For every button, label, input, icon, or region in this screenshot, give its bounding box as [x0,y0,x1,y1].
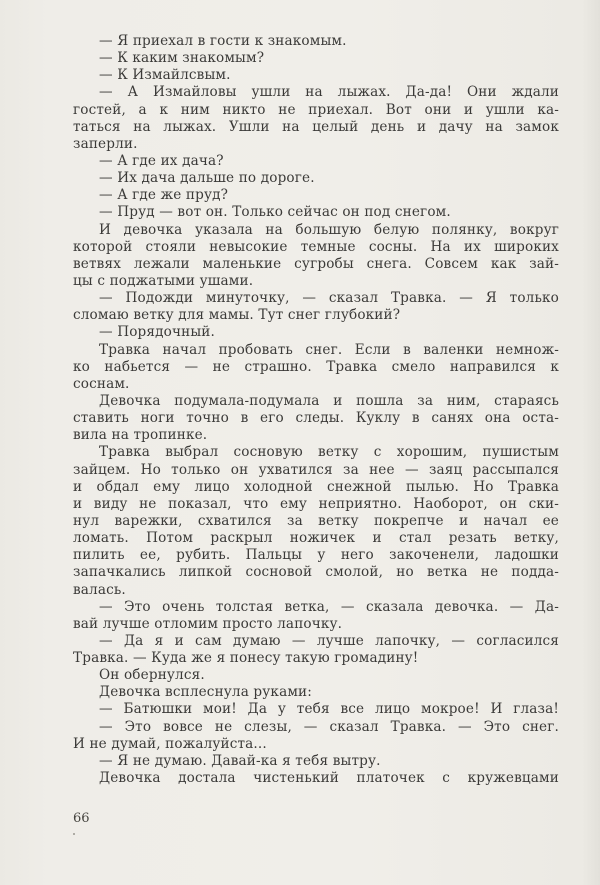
text-line: пилить ее, рубить. Пальцы у него закоченели, ладошки [73,547,559,564]
text-line: — К каким знакомым? [99,50,265,67]
text-line: нул варежки, схватился за ветку покрепче и начал ее [73,512,559,529]
text-line: — Я не думаю. Давай-ка я тебя вытру. [99,752,381,769]
text-line: ставить ноги точно в его следы. Куклу в санях она оста- [73,410,559,427]
text-line: заперли. [73,135,138,152]
text-line: И девочка указала на большую белую полянку, вокруг [99,221,559,238]
text-line: валась. [73,581,126,598]
text-line: Травка. — Куда же я понесу такую громадину! [73,650,419,667]
text-line: зайцем. Но только он ухватился за нее — заяц рассыпался [73,461,559,478]
text-line: Травка начал пробовать снег. Если в валенки немнож- [99,341,559,358]
text-line: — Подожди минуточку, — сказал Травка. — Я только [99,290,559,307]
text-line: — К Измайлсвым. [99,67,231,84]
text-line: — Это очень толстая ветка, — сказала девочка. — Да- [99,598,559,615]
text-line: — Их дача дальше по дороге. [99,170,315,187]
text-line: — Я приехал в гости к знакомым. [99,33,347,49]
text-line: ко набьется — не страшно. Травка смело направился к [73,358,559,375]
text-line: ветвях лежали маленькие сугробы снега. Совсем как зай- [73,255,559,272]
text-line: вила на тропинке. [73,427,208,444]
text-line: и виду не показал, что ему неприятно. Наоборот, он ски- [73,495,559,512]
text-line: Девочка всплеснула руками: [99,684,312,701]
text-line: Девочка достала чистенький платочек с кружевцами [99,770,559,787]
text-line: — Пруд — вот он. Только сейчас он под снегом. [99,204,451,221]
text-line: — Да я и сам думаю — лучше лапочку, — согласился [99,632,559,649]
text-line: соснам. [73,375,130,392]
text-line: цы с поджатыми ушами. [73,272,254,289]
text-line: — Это вовсе не слезы, — сказал Травка. — Это снег. [99,718,559,735]
text-line: — А где их дача? [99,152,224,169]
text-line: Девочка подумала-подумала и пошла за ним, стараясь [99,392,559,409]
page-body-text [73,33,559,787]
text-line: вай лучше отломим просто лапочку. [73,615,343,632]
text-line: сломаю ветку для мамы. Тут снег глубокий? [73,307,401,324]
text-line: которой стояли невысокие темные сосны. На их широких [73,238,559,255]
text-line: И не думай, пожалуйста... [73,735,267,752]
text-line: — А где же пруд? [99,187,229,204]
text-line: таться на лыжах. Ушли на целый день и дачу на замок [73,118,559,135]
text-line: — Батюшки мои! Да у тебя все лицо мокрое! И глаза! [99,701,559,718]
text-line: и обдал ему лицо холодной снежной пылью. Но Травка [73,478,559,495]
text-line: — Порядочный. [99,324,215,341]
text-line: запачкались липкой сосновой смолой, но ветка не подда- [73,564,559,581]
scan-speck [73,833,75,835]
text-line: Травка выбрал сосновую ветку с хорошим, пушистым [99,444,559,461]
page-number: 66 [73,811,90,826]
text-line: — А Измайловы ушли на лыжах. Да-да! Они ждали [99,84,559,101]
text-line: гостей, а к ним никто не приехал. Вот они и ушли ка- [73,101,559,118]
text-line: Он обернулся. [99,667,205,684]
text-line: ломать. Потом раскрыл ножичек и стал резать ветку, [73,530,559,547]
